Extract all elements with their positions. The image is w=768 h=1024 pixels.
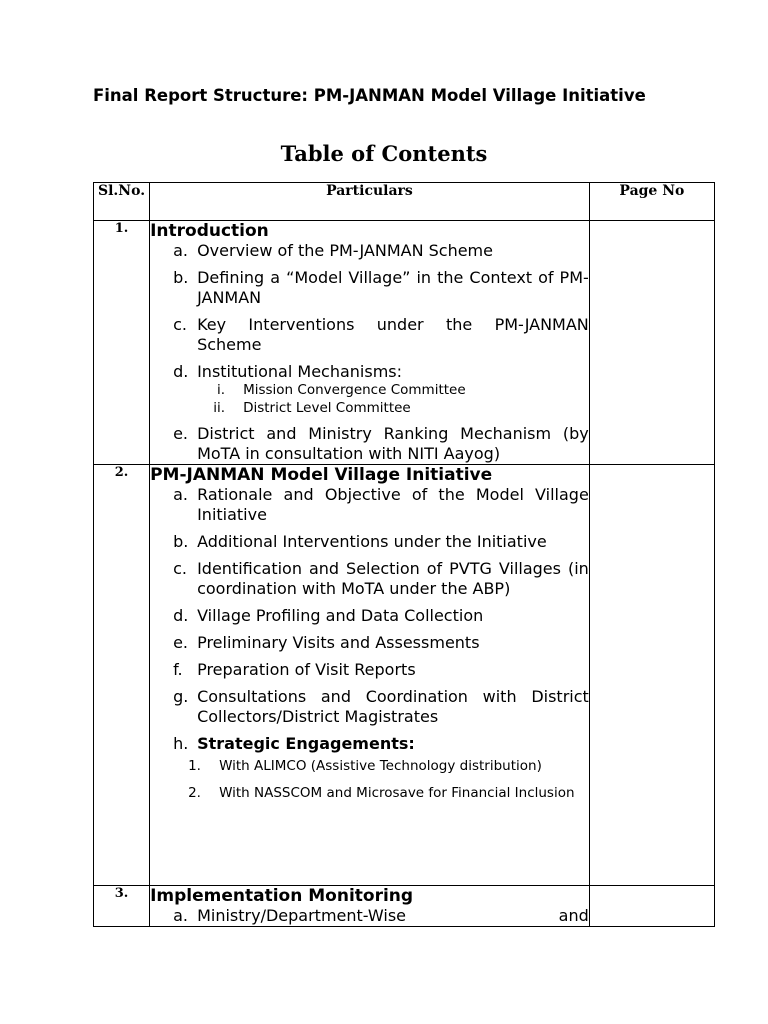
item-text: Institutional Mechanisms: (197, 362, 403, 381)
table-row (94, 221, 715, 465)
list-item (150, 424, 589, 464)
item-text: Preliminary Visits and Assessments (197, 633, 480, 652)
row-sl-no: 1. (94, 221, 150, 465)
list-item (150, 362, 589, 417)
sub-item-text: With NASSCOM and Microsave for Financial Inclusion (219, 784, 575, 801)
list-item (150, 559, 589, 599)
item-marker: c. (173, 559, 187, 578)
list-item (150, 906, 589, 926)
item-marker: d. (173, 606, 189, 625)
sub-item-marker: i. (217, 382, 226, 398)
document-title: Final Report Structure: PM-JANMAN Model Village Initiative (93, 86, 646, 105)
item-text: Overview of the PM-JANMAN Scheme (197, 241, 493, 260)
item-marker: b. (173, 268, 189, 287)
sub-list-item (188, 758, 589, 776)
list-item (150, 734, 589, 802)
section-title: Introduction (150, 221, 269, 241)
item-text: Preparation of Visit Reports (197, 660, 416, 679)
item-marker: f. (173, 660, 183, 679)
item-text: Village Profiling and Data Collection (197, 606, 484, 625)
item-marker: b. (173, 532, 189, 551)
sub-list-item (188, 784, 589, 803)
item-text: Strategic Engagements: (197, 734, 415, 753)
item-text: Rationale and Objective of the Model Village Initiative (197, 485, 589, 524)
section-title: PM-JANMAN Model Village Initiative (150, 465, 493, 485)
list-item (150, 268, 589, 308)
row-page-no (589, 221, 714, 465)
list-item (150, 485, 589, 525)
list-item (150, 532, 589, 552)
sub-item-marker: 2. (188, 784, 201, 801)
item-marker: h. (173, 734, 189, 753)
sub-item-marker: 1. (188, 758, 201, 774)
item-marker: g. (173, 687, 189, 706)
item-text: Key Interventions under the PM-JANMAN Scheme (197, 315, 589, 354)
row-page-no (589, 465, 714, 886)
list-item (150, 660, 589, 680)
item-marker: e. (173, 633, 189, 652)
row-sl-no: 3. (94, 886, 150, 927)
toc-heading: Table of Contents (280, 141, 488, 166)
sub-list (188, 758, 589, 802)
table-row (94, 886, 715, 927)
item-text: Ministry/Department-Wise and (197, 906, 589, 925)
list-item (150, 606, 589, 626)
item-marker: d. (173, 362, 189, 381)
row-page-no (589, 886, 714, 927)
item-marker: a. (173, 241, 188, 260)
sub-item-marker: ii. (213, 399, 226, 416)
sub-item-text: With ALIMCO (Assistive Technology distribution) (219, 758, 542, 774)
page-no-header: Page No (589, 183, 714, 221)
item-text: Identification and Selection of PVTG Villages (in coordination with MoTA under the ABP) (197, 559, 589, 598)
item-marker: c. (173, 315, 187, 334)
item-list (150, 485, 589, 802)
item-text: Additional Interventions under the Initiative (197, 532, 547, 551)
list-item (150, 633, 589, 653)
item-list (150, 906, 589, 926)
item-marker: e. (173, 424, 189, 443)
toc-table (93, 182, 715, 927)
particulars-header: Particulars (150, 183, 590, 221)
row-particulars (150, 886, 590, 927)
list-item (150, 687, 589, 727)
item-text: Defining a “Model Village” in the Context of PM-JANMAN (197, 268, 589, 307)
item-marker: a. (173, 485, 188, 504)
row-particulars (150, 221, 590, 465)
item-marker: a. (173, 906, 188, 925)
row-sl-no: 2. (94, 465, 150, 886)
sub-item-text: Mission Convergence Committee (243, 382, 466, 398)
section-title: Implementation Monitoring (150, 886, 414, 906)
item-list (150, 241, 589, 464)
item-text: Consultations and Coordination with District Collectors/District Magistrates (197, 687, 589, 726)
sub-list-item (197, 400, 589, 418)
table-row (94, 465, 715, 886)
sub-item-text: District Level Committee (243, 399, 411, 416)
sub-list (197, 382, 589, 417)
sl-no-header: Sl.No. (94, 183, 150, 221)
row-particulars (150, 465, 590, 886)
item-text: District and Ministry Ranking Mechanism (by MoTA in consultation with NITI Aayog) (197, 424, 589, 463)
list-item (150, 315, 589, 355)
list-item (150, 241, 589, 261)
sub-list-item (197, 382, 589, 400)
toc-header-row (94, 183, 715, 221)
